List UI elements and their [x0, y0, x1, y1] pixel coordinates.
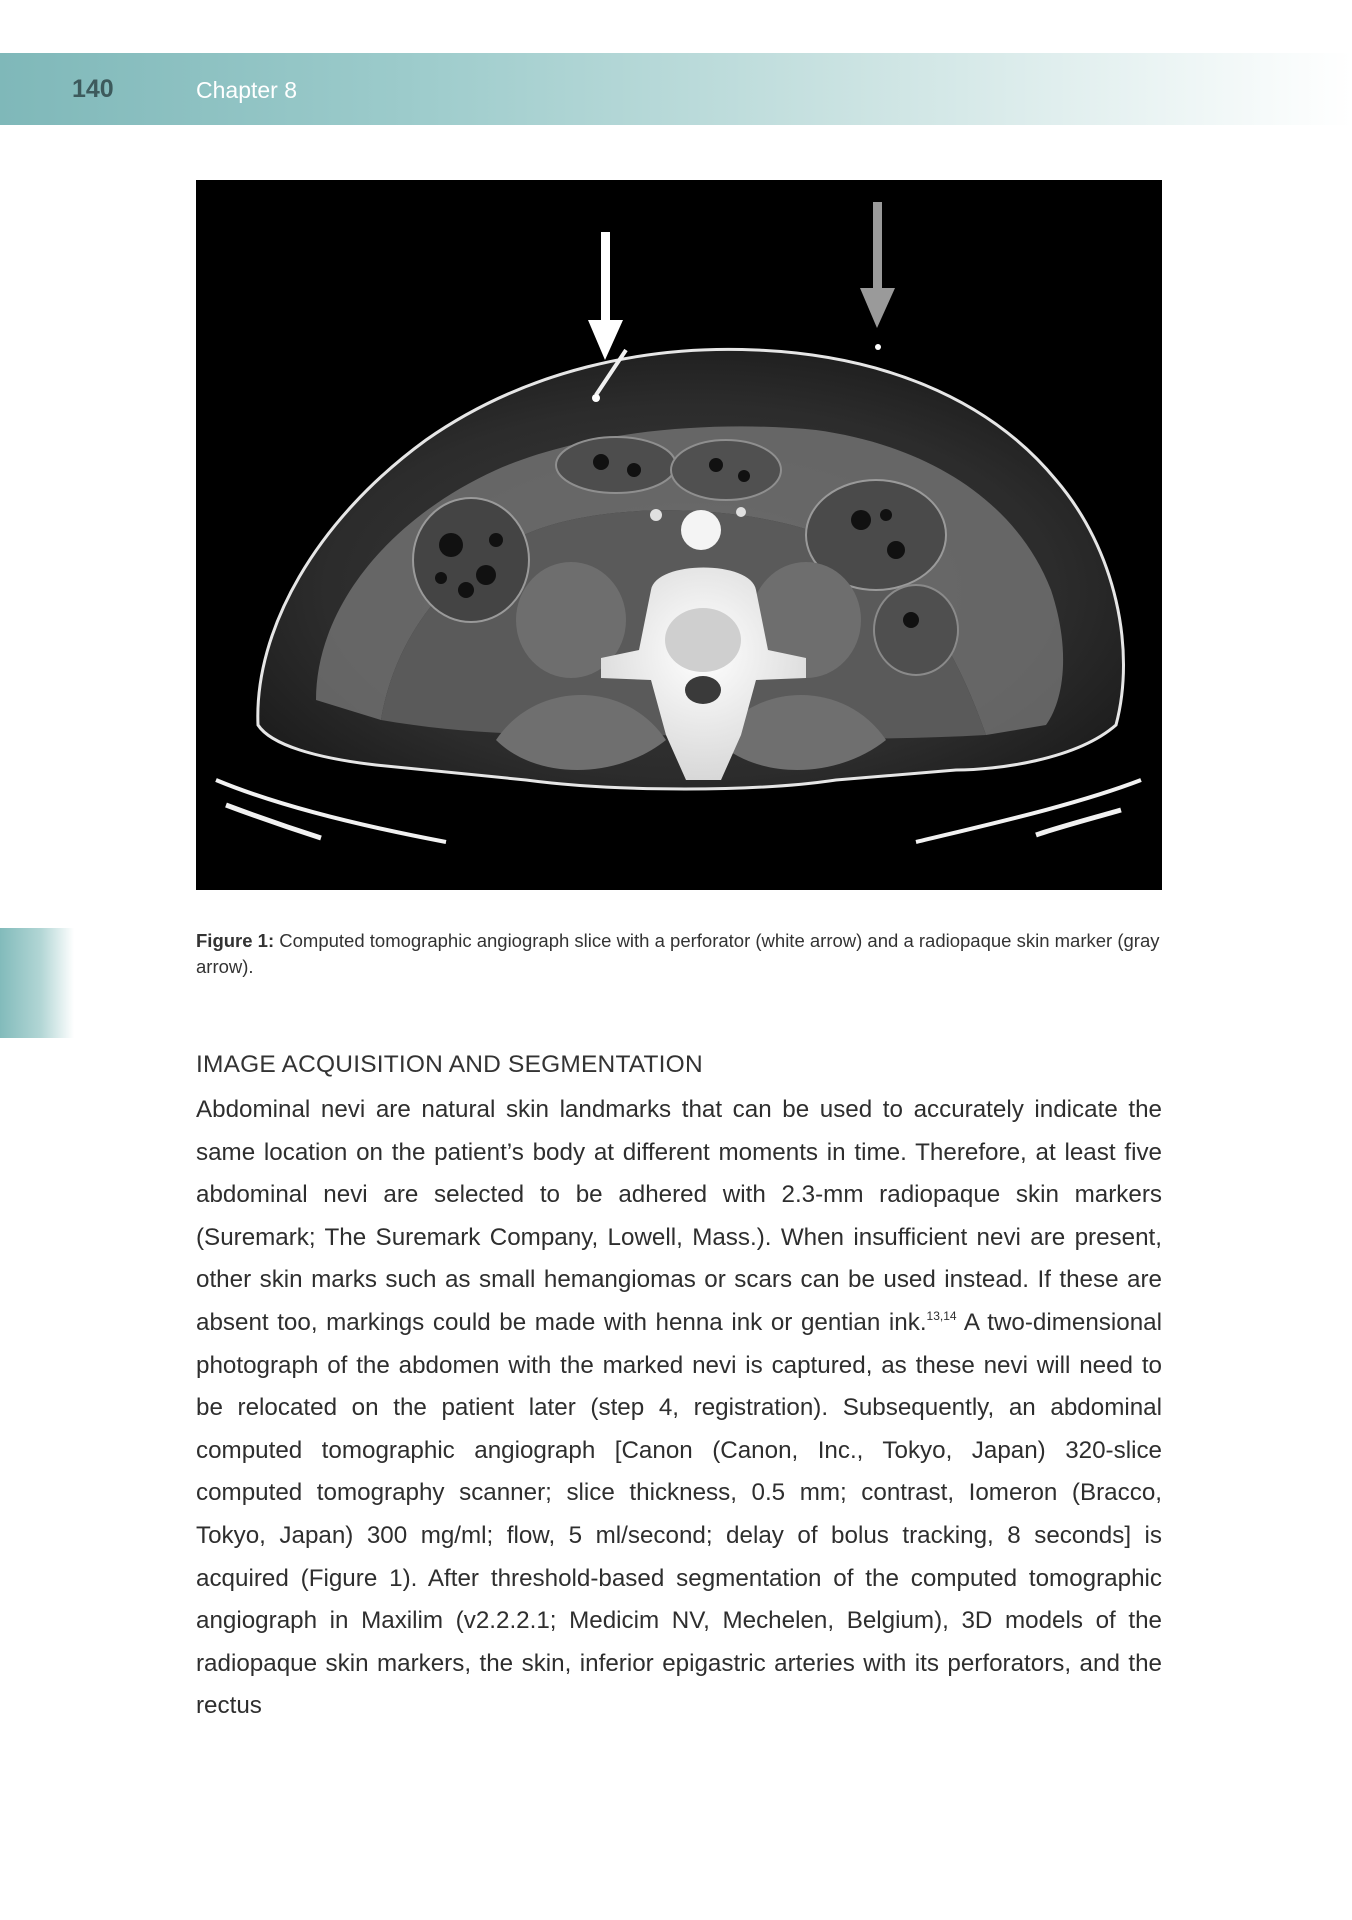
- ct-scan-illustration: [196, 180, 1162, 890]
- caption-label: Figure 1:: [196, 930, 275, 951]
- figure-caption: [196, 928, 1162, 980]
- body-paragraph: [196, 1089, 1162, 1728]
- side-tab: [0, 928, 74, 1038]
- paragraph-part-1: Abdominal nevi are natural skin landmarks that can be used to accurately indicate the same location on the patient’s body at different moments in time. Therefore, at least five abdominal nevi are selected to be adhered with 2.3-mm radiopaque skin markers (Suremark; The Suremark Company, Lowell, Mass.). When insufficient nevi are present, other skin marks such as small hemangiomas or scars can be used instead. If these are absent too, markings could be made with henna ink or gentian ink.: [196, 1096, 1162, 1336]
- section-heading: IMAGE ACQUISITION AND SEGMENTATION: [196, 1051, 703, 1078]
- chapter-title: Chapter 8: [196, 77, 298, 103]
- paragraph-part-2: A two-dimensional photograph of the abdomen with the marked nevi is captured, as these nevi will need to be relocated on the patient later (step 4, registration). Subsequently, an abdominal computed tomographic angiograph [Canon (Canon, Inc., Tokyo, Japan) 320-slice computed tomography scanner; slice thickness, 0.5 mm; contrast, Iomeron (Bracco, Tokyo, Japan) 300 mg/ml; flow, 5 ml/second; delay of bolus tracking, 8 seconds] is acquired (Figure 1). After threshold-based segmentation of the computed tomographic angiograph in Maxilim (v2.2.2.1; Medicim NV, Mechelen, Belgium), 3D models of the radiopaque skin markers, the skin, inferior epigastric arteries with its perforators, and the rectus: [196, 1308, 1162, 1720]
- citation-superscript: 13,14: [926, 1308, 957, 1323]
- figure-image: [196, 180, 1162, 890]
- page-number: 140: [72, 75, 114, 103]
- caption-text: Computed tomographic angiograph slice with a perforator (white arrow) and a radiopaque skin marker (gray arrow).: [196, 930, 1160, 977]
